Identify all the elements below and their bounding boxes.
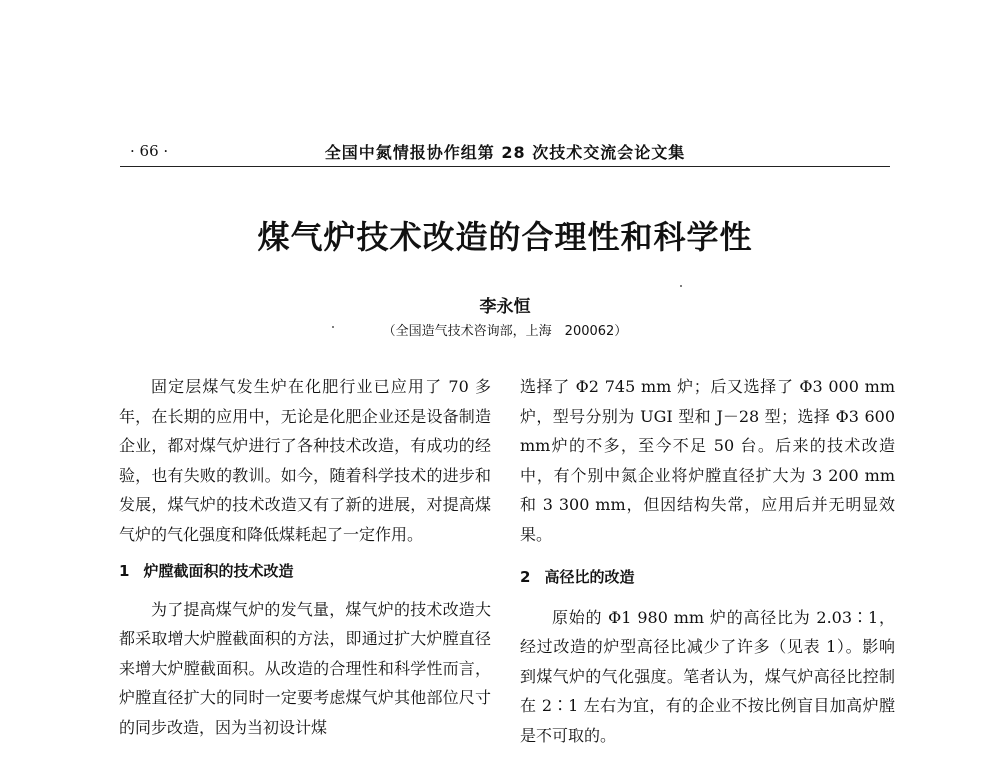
intro-paragraph: 固定层煤气发生炉在化肥行业已应用了 70 多年，在长期的应用中，无论是化肥企业还是设备制造企业，都对煤气炉进行了各种技术改造，有成功的经验，也有失败的教训。如今，随着科学技术的进步和发展，煤气炉的技术改造又有了新的进展，对提高煤气炉的气化强度和降低煤耗起了一定作用。 <box>119 377 491 544</box>
article-title: 煤气炉技术改造的合理性和科学性 <box>257 218 753 256</box>
section-1-title: 炉膛截面积的技术改造 <box>143 562 294 580</box>
continued-paragraph: 选择了 Φ2 745 mm 炉；后又选择了 Φ3 000 mm 炉，型号分别为 UGI 型和 J－28 型；选择 Φ3 600 mm炉的不多，至今不足 50 台。后来的技术改造中，有个别中氮企业将炉膛直径扩大为 3 200 mm 和 3 300 mm，但因结构失常，应用后并无明显效果。 <box>520 377 895 544</box>
author-affiliation: （全国造气技术咨询部，上海 200062） <box>382 324 628 339</box>
section-1-paragraph: 为了提高煤气炉的发气量，煤气炉的技术改造大都采取增大炉膛截面积的方法，即通过扩大炉膛直径来增大炉膛截面积。从改造的合理性和科学性而言，炉膛直径扩大的同时一定要考虑煤气炉其他部位尺寸的同步改造，因为当初设计煤 <box>119 599 491 737</box>
running-header <box>120 138 890 167</box>
running-title: 全国中氮情报协作组第 28 次技术交流会论文集 <box>324 143 686 162</box>
section-2-heading <box>520 563 895 593</box>
section-2-title: 高径比的改造 <box>544 568 635 586</box>
section-1-number: 1 <box>119 562 130 580</box>
page-number: · 66 · <box>130 142 169 160</box>
section-1-heading <box>119 557 491 587</box>
left-column <box>119 372 491 742</box>
article-author: 李永恒 <box>479 297 531 317</box>
right-column <box>520 372 895 750</box>
scan-speck <box>680 285 682 287</box>
section-2-number: 2 <box>520 568 531 586</box>
section-2-paragraph: 原始的 Φ1 980 mm 炉的高径比为 2.03∶1，经过改造的炉型高径比减少了许多（见表 1）。影响到煤气炉的气化强度。笔者认为，煤气炉高径比控制在 2∶1 左右为宜，有的企业不按比例盲目加高炉膛是不可取的。 <box>520 607 895 745</box>
scan-speck <box>332 326 334 328</box>
